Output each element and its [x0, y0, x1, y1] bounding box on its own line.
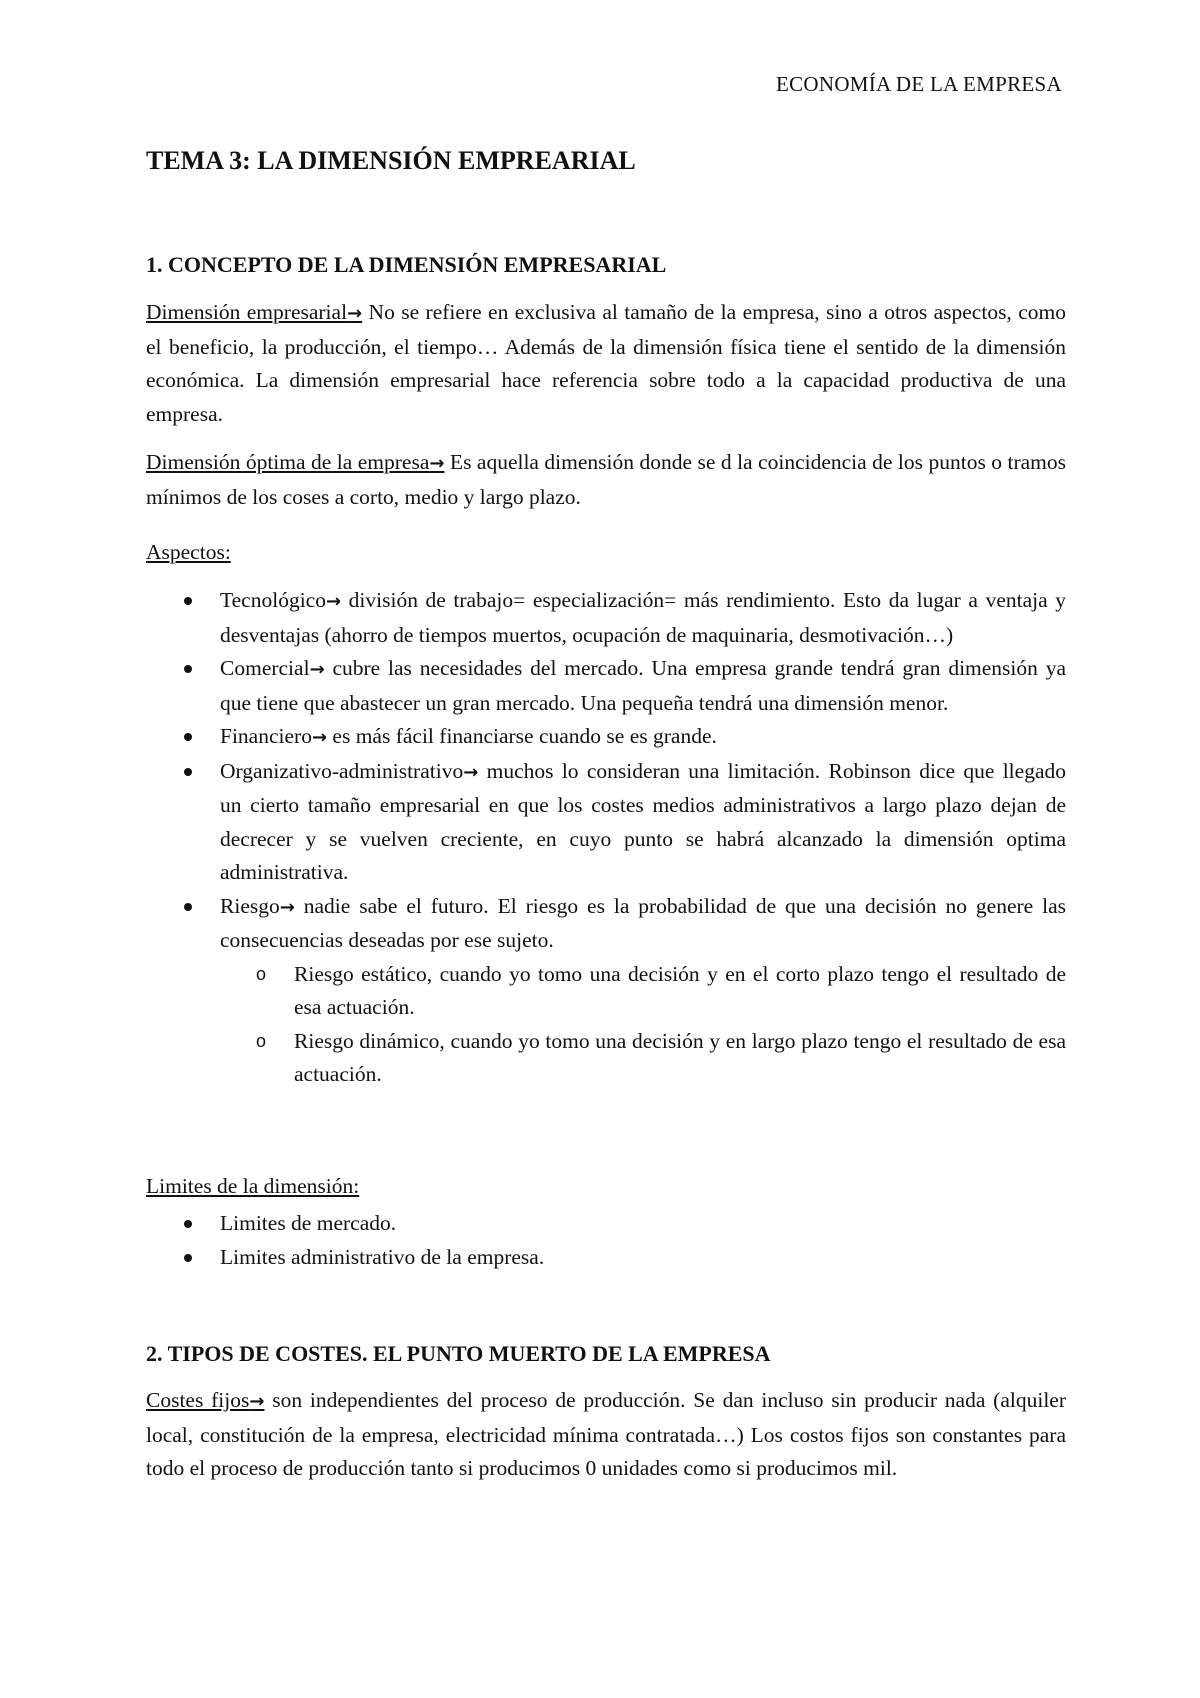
limites-label: Limites de la dimensión:: [146, 1174, 360, 1198]
bullet-icon: [184, 903, 192, 911]
list-item-financiero: Financiero→ es más fácil financiarse cuando se es grande.: [146, 720, 1066, 755]
bullet-icon: [184, 665, 192, 673]
arrow-icon: →: [463, 761, 479, 783]
running-header: ECONOMÍA DE LA EMPRESA: [775, 72, 1062, 96]
term-dimension-empresarial: Dimensión empresarial→: [146, 300, 363, 324]
section-2-heading: 2. TIPOS DE COSTES. EL PUNTO MUERTO DE LA EMPRESA: [146, 1341, 771, 1366]
paragraph-costes-fijos: Costes fijos→ son independientes del proceso de producción. Se dan incluso sin producir nada (alquiler local, constitución de la empresa, electricidad mínima contratada…) Los costos fijos son constantes para todo el proceso de producción tanto si producimos 0 unidades como si producimos mil.: [146, 1388, 1066, 1480]
arrow-icon: →: [429, 453, 445, 474]
circle-bullet-icon: o: [256, 1030, 267, 1051]
arrow-icon: →: [311, 727, 328, 748]
term-costes-fijos: Costes fijos→: [146, 1388, 265, 1412]
bullet-icon: [184, 597, 192, 605]
aspectos-label: Aspectos:: [146, 540, 231, 564]
bullet-icon: [184, 1254, 192, 1262]
sublist-item-riesgo-dinamico: o Riesgo dinámico, cuando yo tomo una decisión y en largo plazo tengo el resultado de esa actuación.: [220, 1025, 1066, 1092]
document-title: TEMA 3: LA DIMENSIÓN EMPREARIAL: [146, 146, 636, 175]
arrow-icon: →: [249, 1391, 265, 1412]
arrow-icon: →: [309, 659, 325, 680]
limites-list: [146, 1207, 1066, 1274]
arrow-icon: →: [325, 591, 342, 612]
list-item-comercial: Comercial→ cubre las necesidades del mercado. Una empresa grande tendrá gran dimensión ya que tiene que abastecer un gran mercado. Una pequeña tendrá una dimensión menor.: [146, 652, 1066, 720]
sublist-item-riesgo-estatico: o Riesgo estático, cuando yo tomo una decisión y en el corto plazo tengo el resultado de esa actuación.: [220, 958, 1066, 1025]
aspectos-list: [146, 584, 1066, 1092]
term-dimension-optima: Dimensión óptima de la empresa→: [146, 450, 445, 474]
arrow-icon: →: [279, 896, 295, 918]
bullet-icon: [184, 768, 192, 776]
section-1-heading: 1. CONCEPTO DE LA DIMENSIÓN EMPRESARIAL: [146, 252, 667, 277]
riesgo-sublist: [220, 958, 1066, 1092]
bullet-icon: [184, 1220, 192, 1228]
paragraph-dimension-optima: Dimensión óptima de la empresa→ Es aquella dimensión donde se d la coincidencia de los puntos o tramos mínimos de los coses a corto, medio y largo plazo.: [146, 450, 1066, 509]
list-item-riesgo: Riesgo→ nadie sabe el futuro. El riesgo es la probabilidad de que una decisión no genere las consecuencias deseadas por ese sujeto. o Riesgo estático, cuando yo tomo una decisión y en el corto plazo tengo el resultado de esa actuación. o Riesgo dinámico, cuando yo tomo una decisión y en largo plazo tengo el resultado de esa actuación.: [146, 890, 1066, 1092]
list-item-organizativo: Organizativo-administrativo→ muchos lo consideran una limitación. Robinson dice que llegado un cierto tamaño empresarial en que los costes medios administrativos a largo plazo dejan de decrecer y se vuelven creciente, en cuyo punto se habrá alcanzado la dimensión optima administrativa.: [146, 755, 1066, 890]
list-item-limites-administrativo: Limites administrativo de la empresa.: [146, 1241, 1066, 1275]
list-item-limites-mercado: Limites de mercado.: [146, 1207, 1066, 1241]
circle-bullet-icon: o: [256, 963, 267, 984]
bullet-icon: [184, 733, 192, 741]
list-item-tecnologico: Tecnológico→ división de trabajo= especialización= más rendimiento. Esto da lugar a ventaja y desventajas (ahorro de tiempos muertos, ocupación de maquinaria, desmotivación…): [146, 584, 1066, 652]
arrow-icon: →: [347, 303, 363, 324]
paragraph-dimension-empresarial: Dimensión empresarial→ No se refiere en exclusiva al tamaño de la empresa, sino a otros aspectos, como el beneficio, la producción, el tiempo… Además de la dimensión física tiene el sentido de la dimensión económica. La dimensión empresarial hace referencia sobre todo a la capacidad productiva de una empresa.: [146, 300, 1066, 426]
